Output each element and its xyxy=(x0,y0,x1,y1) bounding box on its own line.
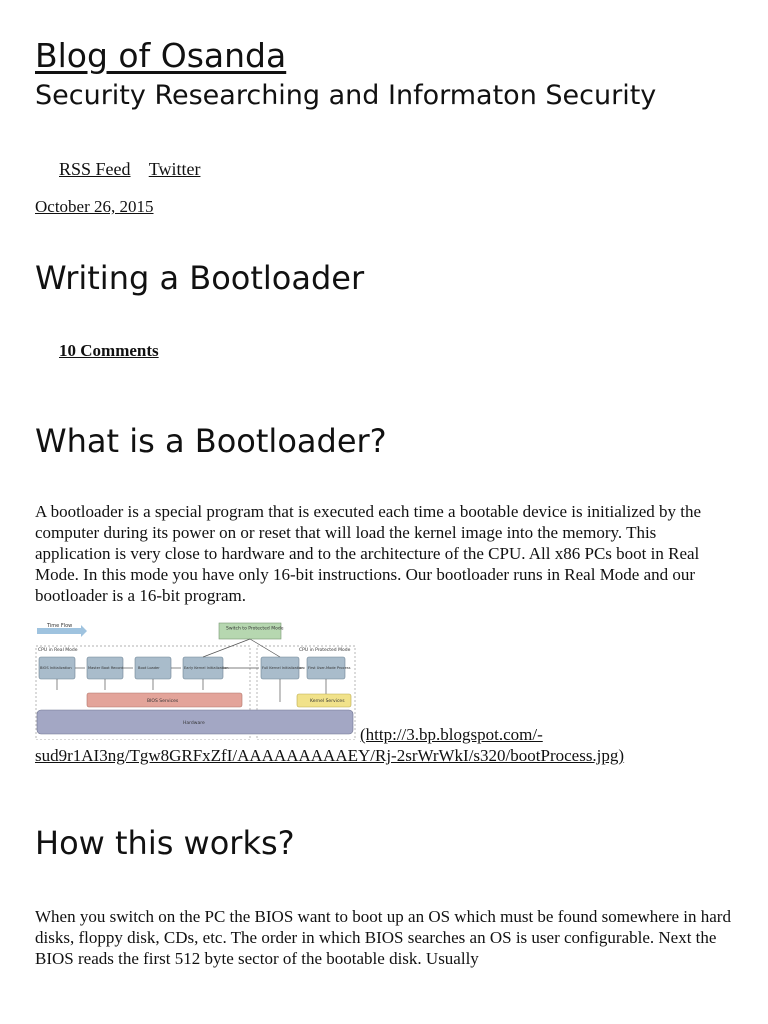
diagram-protected-mode-label: CPU in Protected Mode xyxy=(299,648,351,653)
post-title: Writing a Bootloader xyxy=(35,259,365,297)
site-description: Security Researching and Informaton Security xyxy=(35,80,657,111)
diagram-box-label: Full Kernel Initialization xyxy=(262,666,304,670)
comments-link[interactable]: 10 Comments xyxy=(59,341,159,360)
image-source xyxy=(35,724,755,766)
image-url-link[interactable]: (http://3.bp.blogspot.com/-sud9r1AI3ng/Tgw8GRFxZfI/AAAAAAAAAEY/Rj-2srWrWkI/s320/bootProcess.jpg) xyxy=(35,725,625,765)
section-heading-bootloader: What is a Bootloader? xyxy=(35,422,387,460)
twitter-link[interactable]: Twitter xyxy=(148,159,201,179)
post-date[interactable]: October 26, 2015 xyxy=(35,197,154,216)
section-paragraph-bootloader: A bootloader is a special program that is executed each time a bootable device is initialized by the computer during its power on or reset that will load the kernel image into the memory. This application is very close to hardware and to the architecture of the CPU. All x86 PCs boot in Real Mode. In this mode you have only 16-bit instructions. Our bootloader runs in Real Mode and our bootloader is a 16-bit program. xyxy=(35,502,702,605)
diagram-hardware-label: Hardware xyxy=(183,721,205,726)
diagram-box-label: Early Kernel Initialization xyxy=(184,666,229,670)
diagram-kernel-services-label: Kernel Services xyxy=(310,699,345,704)
boot-process-diagram[interactable] xyxy=(35,620,357,740)
diagram-bios-services-label: BIOS Services xyxy=(147,699,179,704)
site-title[interactable]: Blog of Osanda xyxy=(35,36,287,75)
diagram-box-label: Boot Loader xyxy=(138,666,160,670)
social-nav xyxy=(59,158,214,180)
diagram-box-label: First User-Mode Process xyxy=(308,666,351,670)
diagram-box-label: Master Boot Record xyxy=(88,666,124,670)
diagram-real-mode-label: CPU in Real Mode xyxy=(38,648,78,653)
diagram-time-flow: Time Flow xyxy=(47,623,73,629)
rss-feed-link[interactable]: RSS Feed xyxy=(59,159,131,179)
section-heading-how-it-works: How this works? xyxy=(35,824,295,862)
diagram-box-label: BIOS Initialization xyxy=(40,666,72,670)
diagram-switch-label: Switch to Protected Mode xyxy=(226,626,284,632)
section-paragraph-how-it-works: When you switch on the PC the BIOS want to boot up an OS which must be found somewhere in hard disks, floppy disk, CDs, etc. The order in which BIOS searches an OS is user configurable. Next the BIOS reads the first 512 byte sector of the bootable disk. Usually xyxy=(35,907,731,968)
